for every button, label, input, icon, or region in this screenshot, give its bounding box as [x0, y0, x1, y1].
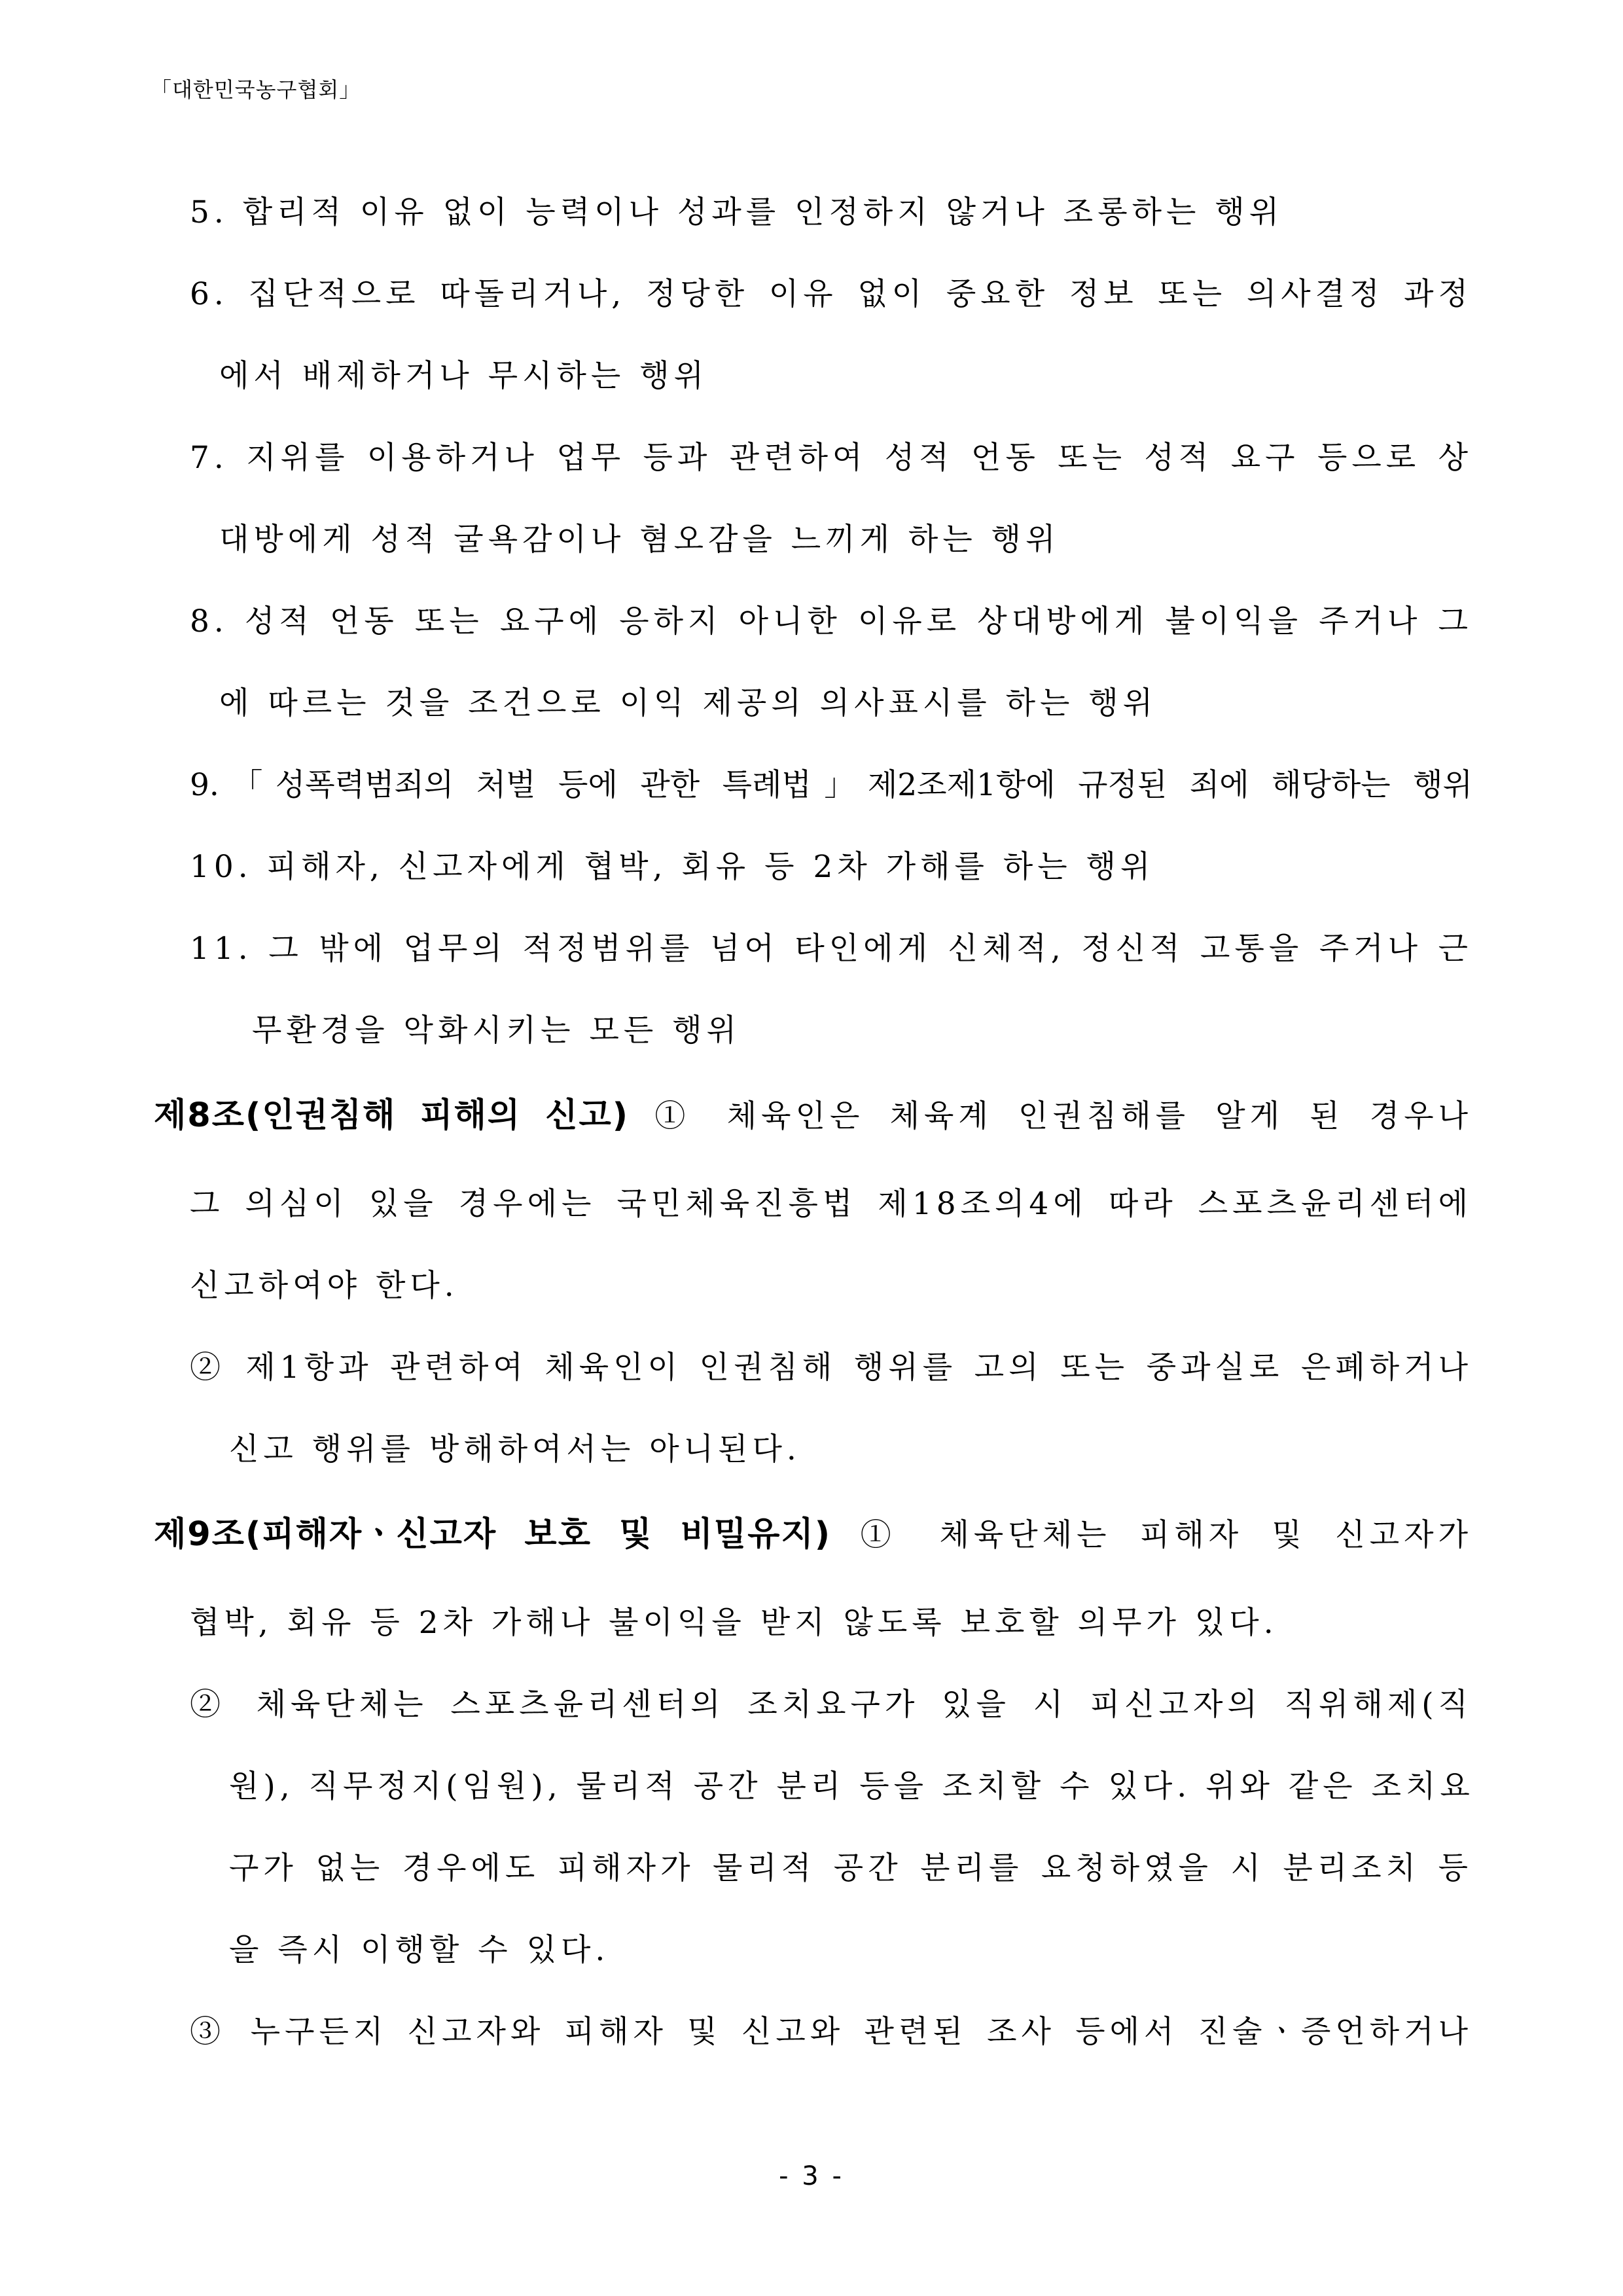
article-8-para-2-cont: 신고 행위를 방해하여서는 아니된다.: [229, 1431, 801, 1467]
article-9-first-line: [154, 1505, 1472, 1564]
list-item-9: 9.「성폭력범죄의 처벌 등에 관한 특례법」제2조제1항에 규정된 죄에 해당하는 행위: [190, 767, 1472, 803]
article-9-para-2: ② 체육단체는 스포츠윤리센터의 조치요구가 있을 시 피신고자의 직위해제(직: [190, 1687, 1472, 1723]
article-9-para-3: ③ 누구든지 신고자와 피해자 및 신고와 관련된 조사 등에서 진술ㆍ증언하거나: [190, 2014, 1472, 2050]
list-item-8-cont: 에 따르는 것을 조건으로 이익 제공의 의사표시를 하는 행위: [219, 685, 1158, 721]
article-8-para-1-cont: 그 의심이 있을 경우에는 국민체육진흥법 제18조의4에 따라 스포츠윤리센터에: [190, 1186, 1472, 1222]
list-item-11-cont: 무환경을 악화시키는 모든 행위: [252, 1013, 741, 1049]
document-header: 「대한민국농구협회」: [151, 77, 361, 102]
article-9-para-2-end: 을 즉시 이행할 수 있다.: [229, 1932, 610, 1968]
article-9-heading: 제9조(피해자ㆍ신고자 보호 및 비밀유지): [154, 1515, 832, 1554]
list-item-7: 7. 지위를 이용하거나 업무 등과 관련하여 성적 언동 또는 성적 요구 등으로 상: [190, 440, 1472, 476]
article-8-para-1: ① 체육인은 체육계 인권침해를 알게 된 경우나: [643, 1098, 1472, 1134]
page-number: - 3 -: [779, 2161, 844, 2191]
list-item-6-cont: 에서 배제하거나 무시하는 행위: [219, 358, 709, 394]
list-item-5: 5. 합리적 이유 없이 능력이나 성과를 인정하지 않거나 조롱하는 행위: [190, 194, 1284, 230]
article-8-heading: 제8조(인권침해 피해의 신고): [154, 1096, 630, 1135]
list-item-7-cont: 대방에게 성적 굴욕감이나 혐오감을 느끼게 하는 행위: [219, 522, 1060, 558]
article-9-para-1-cont: 협박, 회유 등 2차 가해나 불이익을 받지 않도록 보호할 의무가 있다.: [190, 1605, 1278, 1641]
article-8-first-line: [154, 1086, 1472, 1145]
article-8-para-1-end: 신고하여야 한다.: [190, 1268, 459, 1304]
article-9-para-2-cont-1: 원), 직무정지(임원), 물리적 공간 분리 등을 조치할 수 있다. 위와 같은 조치요: [229, 1768, 1474, 1804]
list-item-10: 10. 피해자, 신고자에게 협박, 회유 등 2차 가해를 하는 행위: [190, 849, 1155, 885]
article-8-para-2: ② 제1항과 관련하여 체육인이 인권침해 행위를 고의 또는 중과실로 은폐하거나: [190, 1350, 1472, 1386]
list-item-8: 8. 성적 언동 또는 요구에 응하지 아니한 이유로 상대방에게 불이익을 주거나 그: [190, 603, 1472, 639]
list-item-11: 11. 그 밖에 업무의 적정범위를 넘어 타인에게 신체적, 정신적 고통을 주거나 근: [190, 931, 1472, 967]
article-9-para-2-cont-2: 구가 없는 경우에도 피해자가 물리적 공간 분리를 요청하였을 시 분리조치 등: [229, 1850, 1472, 1886]
list-item-6: 6. 집단적으로 따돌리거나, 정당한 이유 없이 중요한 정보 또는 의사결정 과정: [190, 276, 1472, 312]
article-9-para-1: ① 체육단체는 피해자 및 신고자가: [846, 1517, 1472, 1553]
